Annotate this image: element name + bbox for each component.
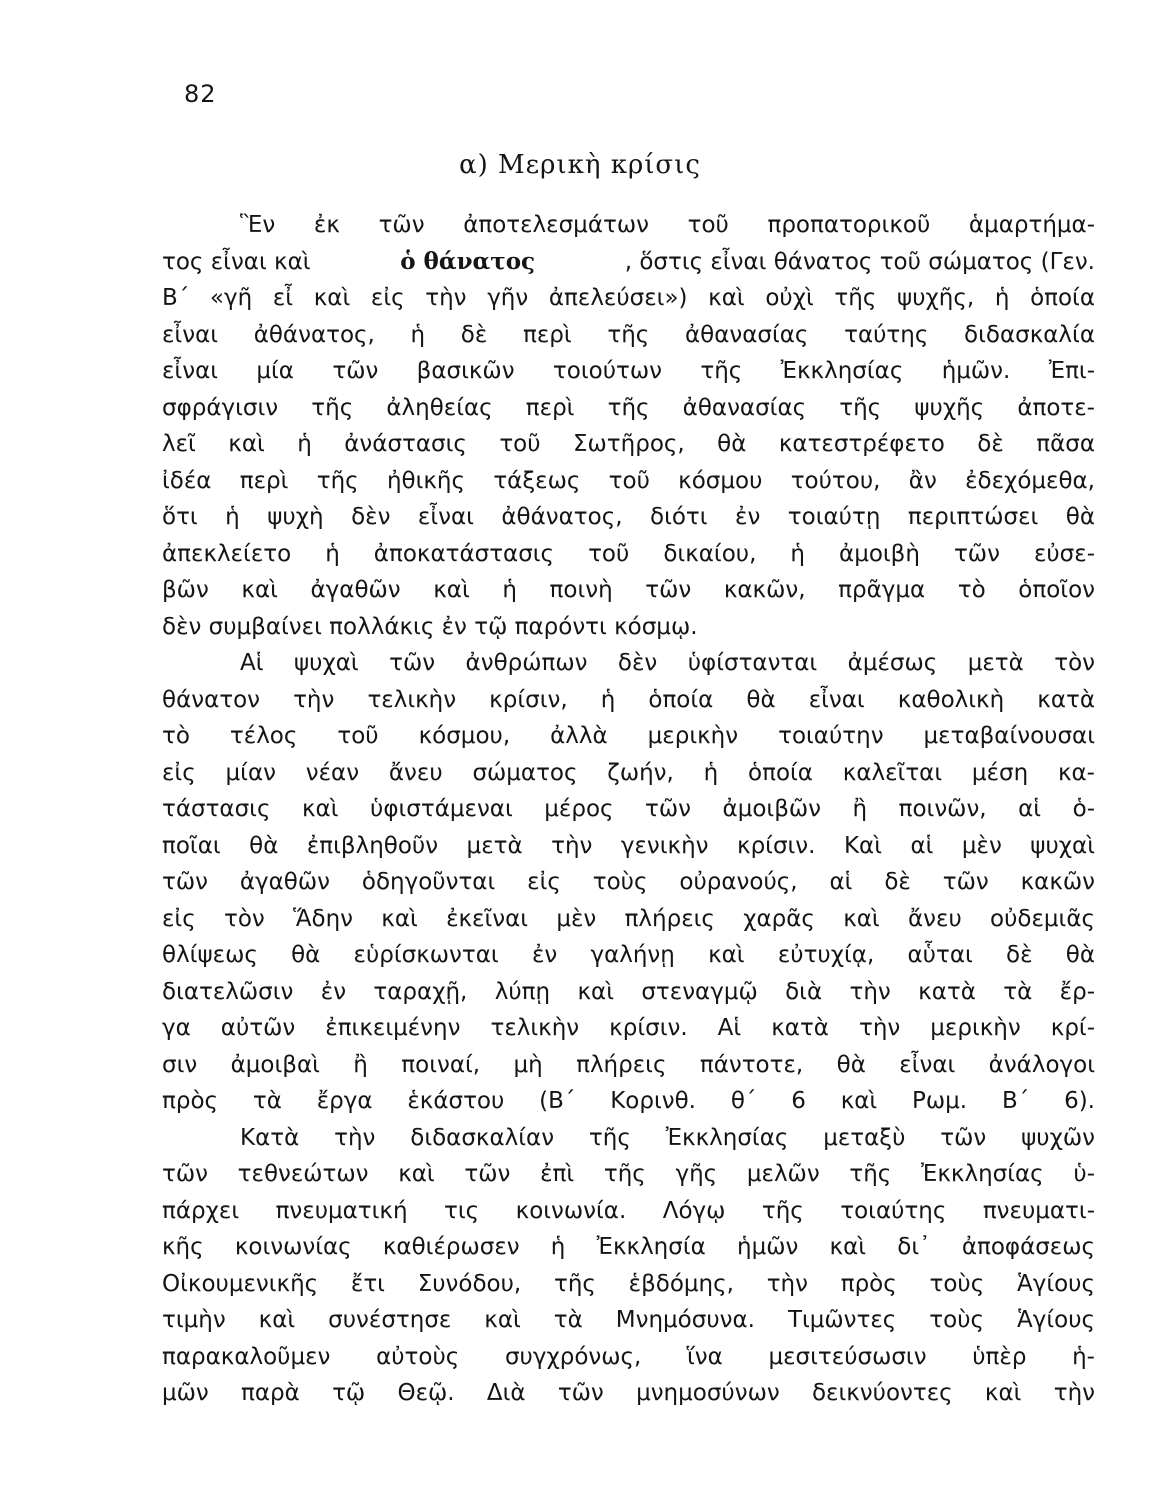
text-line: πρὸς τὰ ἔργα ἑκάστου (Β΄ Κορινθ. θ΄ 6 καὶ Ρωμ. Β΄ 6). xyxy=(162,1088,1095,1114)
text-line: εἰς τὸν Ἅδην καὶ ἐκεῖναι μὲν πλήρεις χαρᾶς καὶ ἄνευ οὐδεμιᾶς xyxy=(162,905,1095,932)
section-title: α) Μερικὴ κρίσις xyxy=(459,150,701,180)
text-line: βῶν καὶ ἀγαθῶν καὶ ἡ ποινὴ τῶν κακῶν, πρᾶγμα τὸ ὁποῖον xyxy=(162,577,1095,603)
text-line: τῶν τεθνεώτων καὶ τῶν ἐπὶ τῆς γῆς μελῶν τῆς Ἐκκλησίας ὑ- xyxy=(162,1161,1095,1187)
text-line xyxy=(162,244,1095,281)
text-line: εἰς μίαν νέαν ἄνευ σώματος ζωήν, ἡ ὁποία καλεῖται μέση κα- xyxy=(162,759,1095,786)
text-line: πάρχει πνευματική τις κοινωνία. Λόγῳ τῆς τοιαύτης πνευματι- xyxy=(162,1197,1095,1224)
text-line: Αἱ ψυχαὶ τῶν ἀνθρώπων δὲν ὑφίστανται ἀμέσως μετὰ τὸν xyxy=(240,650,1095,676)
text-line: θάνατον τὴν τελικὴν κρίσιν, ἡ ὁποία θὰ εἶναι καθολικὴ κατὰ xyxy=(162,686,1095,713)
page-number: 82 xyxy=(184,80,217,108)
text-run: , ὅστις εἶναι θάνατος τοῦ σώματος (Γεν. xyxy=(624,248,1095,275)
text-line: Ἓν ἐκ τῶν ἀποτελεσμάτων τοῦ προπατορικοῦ ἁμαρτήμα- xyxy=(240,212,1095,238)
text-line: κῆς κοινωνίας καθιέρωσεν ἡ Ἐκκλησία ἡμῶν καὶ δι᾽ ἀποφάσεως xyxy=(162,1234,1095,1260)
text-line: τῶν ἀγαθῶν ὁδηγοῦνται εἰς τοὺς οὐρανούς, αἱ δὲ τῶν κακῶν xyxy=(162,869,1095,895)
text-line: ἰδέα περὶ τῆς ἠθικῆς τάξεως τοῦ κόσμου τούτου, ἂν ἐδεχόμεθα, xyxy=(162,467,1095,494)
text-line: Β΄ «γῆ εἶ καὶ εἰς τὴν γῆν ἀπελεύσει») καὶ οὐχὶ τῆς ψυχῆς, ἡ ὁποία xyxy=(162,285,1095,311)
text-line: εἶναι ἀθάνατος, ἡ δὲ περὶ τῆς ἀθανασίας ταύτης διδασκαλία xyxy=(162,321,1095,348)
text-line: Κατὰ τὴν διδασκαλίαν τῆς Ἐκκλησίας μεταξὺ τῶν ψυχῶν xyxy=(240,1124,1095,1151)
text-line: ἀπεκλείετο ἡ ἀποκατάστασις τοῦ δικαίου, ἡ ἀμοιβὴ τῶν εὐσε- xyxy=(162,540,1095,567)
text-run: τος εἶναι καὶ xyxy=(162,248,311,275)
emphasis-run: ὁ θάνατος xyxy=(400,247,536,275)
text-line: σφράγισιν τῆς ἀληθείας περὶ τῆς ἀθανασίας τῆς ψυχῆς ἀποτε- xyxy=(162,394,1095,421)
text-line: ποῖαι θὰ ἐπιβληθοῦν μετὰ τὴν γενικὴν κρίσιν. Καὶ αἱ μὲν ψυχαὶ xyxy=(162,832,1095,859)
text-line: διατελῶσιν ἐν ταραχῇ, λύπῃ καὶ στεναγμῷ διὰ τὴν κατὰ τὰ ἔρ- xyxy=(162,978,1095,1005)
text-line: τάστασις καὶ ὑφιστάμεναι μέρος τῶν ἀμοιβῶν ἢ ποινῶν, αἱ ὁ- xyxy=(162,796,1095,822)
text-line: θλίψεως θὰ εὑρίσκωνται ἐν γαλήνῃ καὶ εὐτυχίᾳ, αὗται δὲ θὰ xyxy=(162,942,1095,968)
text-line: λεῖ καὶ ἡ ἀνάστασις τοῦ Σωτῆρος, θὰ κατεστρέφετο δὲ πᾶσα xyxy=(162,431,1095,457)
text-line: δὲν συμβαίνει πολλάκις ἐν τῷ παρόντι κόσμῳ. xyxy=(162,613,698,640)
text-line: τὸ τέλος τοῦ κόσμου, ἀλλὰ μερικὴν τοιαύτην μεταβαίνουσαι xyxy=(162,723,1095,749)
text-line: Οἰκουμενικῆς ἔτι Συνόδου, τῆς ἑβδόμης, τὴν πρὸς τοὺς Ἁγίους xyxy=(162,1270,1095,1297)
text-line: μῶν παρὰ τῷ Θεῷ. Διὰ τῶν μνημοσύνων δεικνύοντες καὶ τὴν xyxy=(162,1380,1095,1406)
text-line: σιν ἀμοιβαὶ ἢ ποιναί, μὴ πλήρεις πάντοτε, θὰ εἶναι ἀνάλογοι xyxy=(162,1051,1095,1078)
text-line: τιμὴν καὶ συνέστησε καὶ τὰ Μνημόσυνα. Τιμῶντες τοὺς Ἁγίους xyxy=(162,1307,1095,1333)
text-line: ὅτι ἡ ψυχὴ δὲν εἶναι ἀθάνατος, διότι ἐν τοιαύτῃ περιπτώσει θὰ xyxy=(162,504,1095,530)
text-line: γα αὐτῶν ἐπικειμένην τελικὴν κρίσιν. Αἱ κατὰ τὴν μερικὴν κρί- xyxy=(162,1015,1095,1041)
body-text xyxy=(162,207,1095,1412)
text-line: παρακαλοῦμεν αὐτοὺς συγχρόνως, ἵνα μεσιτεύσωσιν ὑπὲρ ἡ- xyxy=(162,1343,1095,1370)
text-line: εἶναι μία τῶν βασικῶν τοιούτων τῆς Ἐκκλησίας ἡμῶν. Ἐπι- xyxy=(162,358,1095,384)
